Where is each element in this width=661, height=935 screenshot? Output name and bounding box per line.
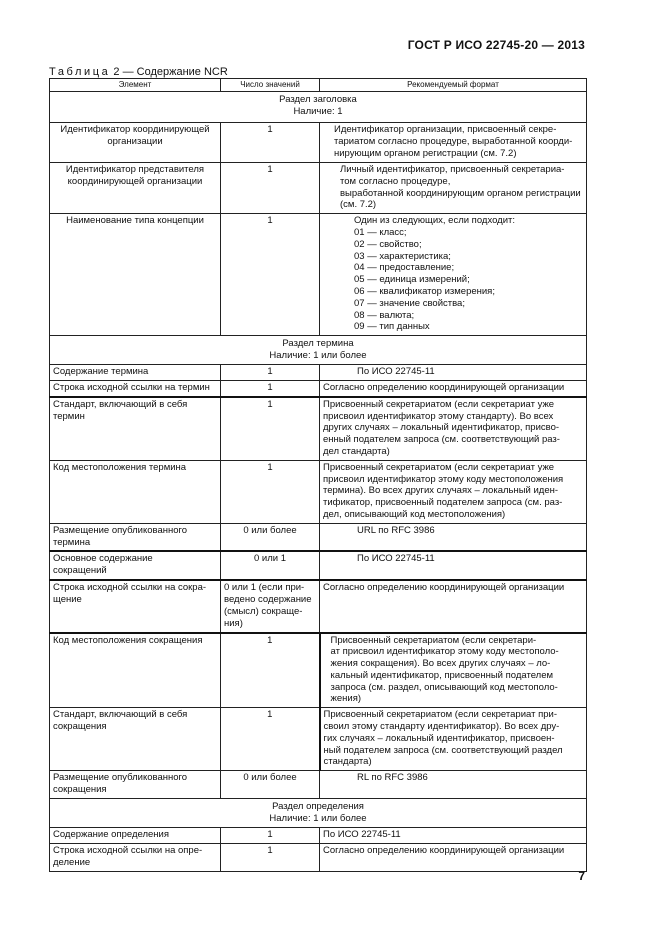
cell-element: Идентификатор представителя координирующей организации <box>50 163 221 214</box>
cell-count: 1 <box>221 365 320 381</box>
table-row <box>50 580 587 632</box>
cell-element: Строка исходной ссылки на опре- деление <box>50 844 221 872</box>
table-row <box>50 523 587 551</box>
cell-format: URL по RFC 3986 <box>320 523 587 551</box>
table-row <box>50 163 587 214</box>
cell-format: Идентификатор организации, присвоенный секре- тариатом согласно процедуре, выработанной коорди- нирующим органом регистрации (см. 7.2) <box>320 123 587 163</box>
cell-format: По ИСО 22745-11 <box>320 828 587 844</box>
cell-format: Личный идентификатор, присвоенный секретариа- том согласно процедуре, выработанной координирующим органом регистрации (см. 7.2) <box>320 163 587 214</box>
cell-count: 1 <box>221 214 320 336</box>
cell-format: По ИСО 22745-11 <box>320 551 587 580</box>
page-number: 7 <box>578 869 585 883</box>
section-row <box>50 92 587 123</box>
table-header-row <box>50 79 587 92</box>
table-row <box>50 771 587 799</box>
column-header-count: Число значений <box>221 79 320 92</box>
cell-count: 1 <box>221 380 320 396</box>
cell-element: Стандарт, включающий в себя сокращения <box>50 708 221 771</box>
cell-element: Строка исходной ссылки на сокра- щение <box>50 580 221 632</box>
cell-count: 1 <box>221 828 320 844</box>
cell-format: Согласно определению координирующей организации <box>320 844 587 872</box>
table-row <box>50 123 587 163</box>
cell-count: 1 <box>221 844 320 872</box>
document-header: ГОСТ Р ИСО 22745-20 — 2013 <box>407 38 585 52</box>
section-definition-title: Раздел определения Наличие: 1 или более <box>50 799 587 828</box>
section-header-title: Раздел заголовка Наличие: 1 <box>50 92 587 123</box>
table-caption-prefix: Таблица <box>49 66 111 78</box>
section-row <box>50 799 587 828</box>
cell-count: 1 <box>221 163 320 214</box>
cell-element: Код местоположения термина <box>50 460 221 523</box>
cell-format: Присвоенный секретариатом (если секретариат уже присвоил идентификатор этому стандарту). Во всех других случаях – локальный идентификатор, присво- енный подателем запроса (см. соответствующий раз- дел стандарта) <box>320 397 587 460</box>
cell-format: RL по RFC 3986 <box>320 771 587 799</box>
table-row <box>50 828 587 844</box>
cell-format: Согласно определению координирующей организации <box>320 580 587 632</box>
cell-count: 0 или 1 (если при- ведено содержание (смысл) сокраще- ния) <box>221 580 320 632</box>
table-row <box>50 460 587 523</box>
table-row <box>50 365 587 381</box>
cell-element: Содержание термина <box>50 365 221 381</box>
cell-count: 0 или 1 <box>221 551 320 580</box>
table-row <box>50 844 587 872</box>
cell-element: Размещение опубликованного сокращения <box>50 771 221 799</box>
cell-element: Код местоположения сокращения <box>50 633 221 708</box>
cell-format: Согласно определению координирующей организации <box>320 380 587 396</box>
column-header-format: Рекомендуемый формат <box>320 79 587 92</box>
table-row <box>50 397 587 460</box>
cell-format: Присвоенный секретариатом (если секретари- ат присвоил идентификатор этому коду местополо- жения сокращения). Во всех других случаях – ло- кальный идентификатор, присвоенный подателем запроса (см. раздел, описывающий код местополо- жения) <box>320 633 587 708</box>
cell-format: Один из следующих, если подходит: 01 — класс; 02 — свойство; 03 — характеристика; 04 — предоставление; 05 — единица измерений; 06 — квалификатор измерения; 07 — значение свойства; 08 — валюта; 09 — тип данных <box>320 214 587 336</box>
cell-element: Строка исходной ссылки на термин <box>50 380 221 396</box>
cell-element: Размещение опубликованного термина <box>50 523 221 551</box>
column-header-element: Элемент <box>50 79 221 92</box>
table-caption-text: 2 — Содержание NCR <box>110 66 228 78</box>
table-row <box>50 708 587 771</box>
cell-count: 1 <box>221 708 320 771</box>
table-row <box>50 380 587 396</box>
section-term-title: Раздел термина Наличие: 1 или более <box>50 336 587 365</box>
cell-element: Содержание определения <box>50 828 221 844</box>
cell-element: Наименование типа концепции <box>50 214 221 336</box>
table-row <box>50 214 587 336</box>
cell-count: 1 <box>221 460 320 523</box>
cell-count: 1 <box>221 633 320 708</box>
cell-count: 0 или более <box>221 523 320 551</box>
cell-count: 0 или более <box>221 771 320 799</box>
cell-format: Присвоенный секретариатом (если секретариат уже присвоил идентификатор этому коду местоположения термина). Во всех других случаях – локальный иден- тификатор, присвоенный подателем запроса (см. раз- дел, описывающий код местоположения) <box>320 460 587 523</box>
section-row <box>50 336 587 365</box>
table-row <box>50 633 587 708</box>
cell-element: Идентификатор координирующей организации <box>50 123 221 163</box>
cell-count: 1 <box>221 397 320 460</box>
cell-element: Основное содержание сокращений <box>50 551 221 580</box>
table-row <box>50 551 587 580</box>
table-caption <box>49 66 228 78</box>
cell-format: Присвоенный секретариатом (если секретариат при- своил этому стандарту идентификатор). Во всех дру- гих случаях – локальный идентификатор, присвоен- ный подателем запроса (см. соответствующий раздел стандарта) <box>320 708 587 771</box>
ncr-content-table <box>49 78 587 872</box>
cell-element: Стандарт, включающий в себя термин <box>50 397 221 460</box>
cell-format: По ИСО 22745-11 <box>320 365 587 381</box>
cell-count: 1 <box>221 123 320 163</box>
